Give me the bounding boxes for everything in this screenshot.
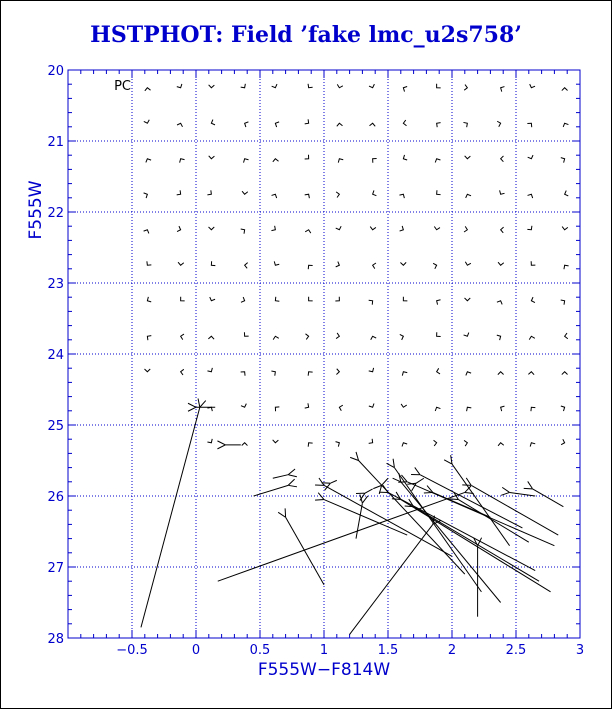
vector-mark-small (373, 158, 377, 162)
vector-mark-small (465, 298, 471, 301)
vector-mark-small (147, 336, 151, 341)
vector-mark-small (242, 443, 248, 446)
vector-mark-small (371, 336, 376, 340)
vector-arrow (401, 500, 551, 592)
vector-mark-small (181, 369, 184, 375)
vector-arrow (388, 492, 535, 570)
vector-mark-small (337, 123, 343, 126)
vector-mark-small (369, 439, 373, 444)
vector-mark-small (402, 443, 407, 447)
vector-mark-small (373, 190, 377, 195)
vector-mark-small (370, 123, 376, 126)
grid-lines (68, 70, 580, 638)
vector-mark-small (437, 300, 441, 305)
vector-mark-small (245, 122, 249, 127)
vector-mark-small (305, 230, 311, 233)
vector-mark-small (561, 406, 565, 411)
vector-mark-small (144, 369, 150, 372)
vector-mark-small (561, 300, 565, 305)
vector-mark-small (178, 262, 184, 265)
vector-mark-small (144, 120, 149, 124)
vector-mark-small (401, 404, 407, 407)
vector-mark-small (305, 334, 308, 340)
vector-mark-small (207, 190, 211, 195)
vector-mark-small (305, 119, 309, 124)
vector-mark-small (433, 263, 437, 268)
y-tick-label: 24 (47, 348, 64, 363)
vector-mark-small (437, 332, 441, 336)
vector-mark-small (145, 88, 151, 91)
vector-mark-small (437, 190, 441, 194)
vector-mark-small (207, 439, 212, 443)
vector-arrow (510, 492, 536, 496)
vector-mark-small (437, 368, 440, 374)
vector-mark-small (147, 261, 151, 265)
vector-mark-small (435, 159, 440, 163)
vector-mark-small (335, 297, 339, 301)
vector-mark-small (275, 407, 279, 411)
vector-arrow (359, 461, 465, 575)
y-tick-label: 27 (47, 561, 64, 576)
vector-arrow (254, 485, 289, 496)
vector-mark-small (528, 194, 533, 198)
y-tick-label: 22 (47, 206, 64, 221)
vector-mark-small (244, 332, 248, 336)
vector-mark-small (339, 405, 342, 411)
vector-mark-small (147, 297, 151, 302)
vector-mark-small (241, 372, 245, 376)
vector-mark-small (500, 190, 505, 194)
vector-mark-small (210, 297, 215, 301)
vector-mark-small (465, 262, 471, 265)
vector-mark-small (466, 372, 471, 376)
vector-mark-small (211, 261, 215, 265)
vector-mark-small (308, 372, 312, 376)
vector-mark-small (245, 263, 248, 269)
vector-field (141, 84, 569, 635)
vector-mark-small (207, 407, 212, 411)
x-axis-label: F555W−F814W (257, 660, 391, 680)
vector-mark-small (241, 297, 245, 302)
y-tick-label: 21 (47, 135, 64, 150)
vector-mark-small (241, 404, 246, 408)
vector-mark-small (336, 333, 339, 339)
vector-mark-small (146, 159, 151, 163)
vector-mark-small (305, 155, 309, 159)
vector-arrow (414, 507, 539, 582)
vector-mark-small (369, 368, 374, 372)
vector-mark-small (403, 86, 407, 91)
vector-arrow (218, 492, 465, 581)
vector-mark-small (403, 297, 407, 301)
x-tick-label: 2.5 (505, 643, 527, 658)
vector-mark-small (177, 226, 181, 231)
vector-arrow (365, 489, 373, 493)
vector-mark-small (529, 336, 535, 339)
vector-mark-small (531, 261, 535, 265)
x-tick-label: 0.5 (249, 643, 271, 658)
vector-mark-small (272, 84, 277, 88)
vector-mark-small (181, 297, 185, 301)
vector-mark-small (369, 84, 374, 88)
vector-mark-small (273, 159, 279, 162)
vector-mark-small (464, 226, 467, 232)
vector-mark-small (177, 123, 182, 127)
vector-mark-small (565, 191, 569, 196)
vector-mark-small (207, 368, 212, 372)
vector-mark-small (244, 159, 249, 163)
vector-mark-small (497, 301, 502, 305)
vector-mark-small (308, 443, 312, 447)
vector-mark-small (399, 194, 404, 198)
vector-mark-small (562, 227, 568, 230)
vector-mark-small (336, 226, 341, 230)
vector-arrow (356, 503, 362, 538)
x-tick-label: −0.5 (116, 643, 148, 658)
vector-mark-small (144, 193, 148, 198)
vector-mark-small (373, 263, 376, 269)
vector-mark-small (336, 262, 340, 267)
vector-mark-small (561, 439, 565, 444)
x-tick-label: 3 (575, 643, 585, 658)
x-tick-label: 2 (447, 643, 457, 658)
vector-mark-small (305, 403, 309, 408)
vector-mark-small (271, 226, 275, 231)
vector-arrow (141, 407, 200, 627)
vector-mark-small (144, 230, 149, 234)
vector-mark-small (275, 122, 279, 127)
y-tick-label: 20 (47, 64, 64, 79)
vector-mark-small (562, 372, 568, 375)
vector-arrow (330, 480, 336, 483)
vector-mark-small (565, 333, 568, 339)
vector-mark-small (564, 265, 569, 269)
vector-mark-small (501, 156, 504, 162)
vector-mark-small (403, 155, 407, 160)
x-tick-label: 0 (191, 643, 201, 658)
vector-mark-small (501, 406, 505, 411)
vector-mark-small (211, 120, 215, 125)
panel-label: PC (114, 78, 132, 94)
vector-mark-small (305, 194, 310, 198)
vector-mark-small (400, 226, 404, 231)
vector-mark-small (530, 443, 535, 447)
vector-mark-small (527, 226, 532, 230)
vector-mark-small (209, 156, 215, 159)
vector-mark-small (275, 297, 279, 302)
vector-mark-small (338, 159, 343, 163)
vector-mark-small (241, 84, 246, 88)
vector-mark-small (308, 84, 313, 88)
vector-mark-small (209, 85, 215, 88)
vector-mark-small (497, 121, 500, 127)
vector-mark-small (403, 120, 406, 126)
chart-title: HSTPHOT: Field ’fake lmc_u2s758’ (90, 22, 522, 48)
vector-mark-small (498, 262, 504, 265)
y-axis-label: F555W (26, 180, 46, 240)
vector-mark-small (527, 123, 531, 127)
vector-mark-small (463, 122, 467, 127)
vector-mark-small (402, 372, 407, 376)
vector-mark-small (208, 336, 214, 339)
vector-mark-small (563, 123, 568, 127)
y-tick-label: 25 (47, 419, 64, 434)
vector-mark-small (181, 334, 184, 340)
vector-mark-small (466, 194, 471, 198)
vector-mark-small (464, 85, 467, 91)
vector-mark-small (369, 403, 374, 407)
vector-mark-small (501, 87, 505, 92)
vector-mark-small (497, 335, 501, 340)
vector-arrow (273, 475, 288, 479)
vector-mark-small (400, 262, 406, 265)
vector-arrow (416, 478, 424, 483)
vector-mark-small (562, 88, 568, 91)
vector-mark-small (336, 442, 340, 447)
vector-mark-small (271, 371, 275, 376)
vector-mark-small (370, 227, 376, 230)
vector-mark-small (467, 407, 472, 411)
vector-mark-small (531, 297, 535, 302)
vector-mark-small (528, 372, 534, 375)
vector-mark-small (464, 440, 467, 446)
vector-arrow (533, 489, 564, 507)
vector-mark-small (272, 194, 277, 198)
vector-mark-small (464, 333, 469, 337)
vector-arrow (394, 468, 481, 592)
vector-mark-small (336, 192, 339, 198)
x-tick-label: 1.5 (377, 643, 399, 658)
vector-mark-small (209, 227, 215, 230)
vector-mark-small (336, 369, 339, 375)
vector-mark-small (274, 261, 279, 265)
vector-mark-small (530, 84, 535, 88)
vector-arrow (286, 517, 324, 584)
vector-mark-small (309, 297, 313, 301)
vector-mark-small (337, 84, 343, 87)
vector-mark-small (241, 229, 245, 234)
vector-mark-small (434, 440, 437, 446)
x-tick-label: 1 (319, 643, 329, 658)
vector-mark-small (400, 334, 404, 339)
vector-mark-small (369, 300, 373, 304)
vector-mark-small (501, 227, 504, 233)
vector-mark-small (498, 443, 504, 446)
vector-mark-small (437, 84, 441, 88)
vector-mark-small (273, 336, 279, 339)
vector-mark-small (177, 84, 182, 88)
vector-mark-small (180, 159, 185, 163)
vector-mark-small (177, 190, 181, 195)
vector-mark-small (437, 123, 441, 128)
vector-mark-small (561, 158, 565, 163)
y-tick-label: 28 (47, 632, 64, 647)
y-tick-label: 23 (47, 277, 64, 292)
vector-mark-small (273, 440, 279, 443)
vector-mark-small (531, 407, 535, 411)
vector-arrow (350, 524, 433, 634)
vector-mark-small (498, 372, 504, 375)
vector-mark-small (434, 226, 440, 229)
vector-mark-small (528, 155, 533, 159)
y-tick-label: 26 (47, 490, 64, 505)
vector-arrow (382, 478, 388, 485)
vector-mark-small (465, 156, 471, 159)
vector-mark-small (435, 407, 440, 411)
vector-mark-small (242, 191, 248, 194)
vector-mark-small (308, 265, 312, 269)
